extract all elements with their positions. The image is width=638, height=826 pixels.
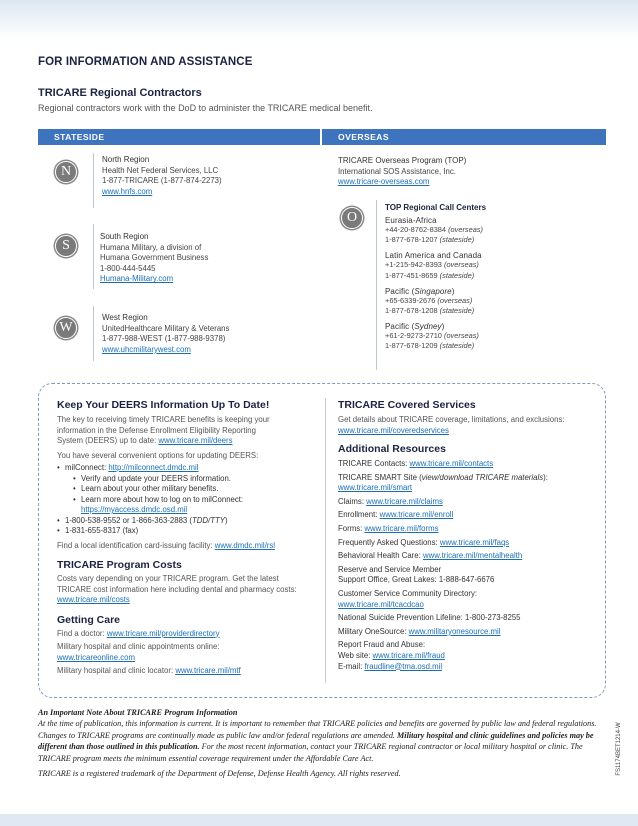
fraud-web-link[interactable]: www.tricare.mil/fraud: [372, 650, 445, 660]
covered-p1: Get details about TRICARE coverage, limitations, and exclusions:: [338, 415, 565, 424]
phone-close: ): [224, 515, 228, 525]
costs-link[interactable]: www.tricare.mil/costs: [57, 595, 130, 604]
care-l1: Find a doctor:: [57, 628, 107, 638]
latin-name: Latin America and Canada: [385, 251, 482, 261]
latin-n2: 1-877-451-8659: [385, 270, 438, 280]
doc-code: [612, 698, 622, 808]
smart-italic: view/download TRICARE materials: [421, 472, 544, 482]
logon-label: Learn more about how to log on to milConnect:: [81, 494, 244, 504]
north-l1: Health Net Federal Services, LLC: [102, 165, 219, 175]
top-link[interactable]: www.tricare-overseas.com: [338, 177, 430, 187]
costs-p2: TRICARE cost information here including dental and pharmacy costs:: [57, 584, 297, 594]
directory-label: Customer Service Community Directory:: [338, 588, 478, 598]
faq-link[interactable]: www.tricare.mil/faqs: [439, 537, 510, 547]
bottom-strip: [0, 814, 638, 826]
trademark: TRICARE is a registered trademark of the Department of Defense, Defense Health Agency. All rights reserved.: [38, 769, 401, 779]
phone-label: 1-800-538-9552 or 1-866-363-2883 (: [65, 515, 193, 525]
west-name: West Region: [102, 313, 148, 322]
onesource-label: Military OneSource:: [338, 626, 409, 636]
enroll-link[interactable]: www.tricare.mil/enroll: [379, 510, 454, 520]
call-centers: [385, 203, 486, 352]
smart-link[interactable]: www.tricare.mil/smart: [338, 483, 413, 493]
deers-options: [57, 463, 319, 537]
care-l3: Military hospital and clinic locator:: [57, 666, 176, 675]
singapore-s2: (stateside): [439, 306, 475, 316]
note-title: An Important Note About TRICARE Program Information: [38, 708, 238, 717]
list-item: [57, 463, 319, 516]
list-item: [73, 495, 319, 516]
north-l2: 1-877-TRICARE (1-877-874-2273): [102, 176, 222, 186]
care-l3-link[interactable]: www.tricare.mil/mtf: [175, 666, 241, 675]
west-region-block: [102, 313, 229, 355]
south-link[interactable]: Humana-Military.com: [100, 274, 174, 284]
suicide-phone: 1-800-273-8255: [465, 613, 521, 623]
list-item: [57, 516, 319, 527]
costs-title: TRICARE Program Costs: [57, 559, 182, 571]
fraud-email-label: E-mail:: [338, 661, 365, 671]
find-link[interactable]: www.dmdc.mil/rsl: [214, 540, 275, 550]
singapore-name-c: ): [451, 286, 455, 296]
doc-code-text: FS1174BET1214-W: [616, 722, 622, 776]
left-column: [57, 399, 319, 677]
sydney-name-a: Pacific (: [385, 322, 415, 332]
west-l1: UnitedHealthcare Military & Veterans: [102, 323, 230, 333]
sydney-name: [385, 322, 486, 331]
eurasia-n1: +44-20-8762-8384: [385, 225, 447, 234]
suicide-label: National Suicide Prevention Lifeline:: [338, 613, 465, 623]
west-l2: 1-877-988-WEST (1-877-988-9378): [102, 334, 226, 344]
deers-p3: System (DEERS) up to date:: [57, 436, 159, 445]
divider: [93, 306, 94, 361]
list-item: • Verify and update your DEERS information.: [73, 474, 319, 485]
latin-s1: (overseas): [443, 260, 479, 270]
eurasia-name: Eurasia-Africa: [385, 216, 437, 225]
sydney-name-c: ): [441, 322, 445, 332]
eurasia-s1: (overseas): [448, 225, 484, 234]
south-badge: S: [55, 235, 77, 257]
covered-title: TRICARE Covered Services: [338, 399, 476, 411]
singapore-s1: (overseas): [437, 295, 473, 305]
list-item: • Learn about your other military benefits.: [73, 484, 319, 495]
sydney-n1: +61-2-9273-2710: [385, 331, 442, 341]
singapore-name: [385, 287, 486, 296]
sydney-s2: (stateside): [439, 341, 475, 351]
list-item: • 1-831-655-8317 (fax): [57, 526, 319, 537]
stateside-bar: STATESIDE: [38, 129, 320, 145]
west-link[interactable]: www.uhcmilitarywest.com: [102, 344, 191, 354]
overseas-bar: OVERSEAS: [322, 129, 606, 145]
divider: [93, 224, 94, 289]
find-label: Find a local identification card-issuing facility:: [57, 540, 215, 550]
top-block: [338, 156, 466, 188]
fraud-email-link[interactable]: fraudline@tma.osd.mil: [364, 661, 443, 671]
south-name: South Region: [100, 232, 149, 241]
right-column: [338, 399, 600, 672]
forms-label: Forms:: [338, 523, 365, 533]
note-text-2: For the most recent information, contact your TRICARE regional contractor or local military hospital or clinic. The TRICARE program meets the minimum essential coverage requirement under the Affordable Care Act.: [38, 742, 583, 763]
claims-label: Claims:: [338, 496, 367, 506]
singapore-n1: +65-6339-2676: [385, 295, 436, 305]
info-box-divider: [325, 398, 326, 683]
covered-link[interactable]: www.tricare.mil/coveredservices: [338, 425, 449, 435]
fraud-label: Report Fraud and Abuse:: [338, 640, 426, 650]
faq-label: Frequently Asked Questions:: [338, 537, 440, 547]
contacts-link[interactable]: www.tricare.mil/contacts: [409, 459, 494, 468]
south-region-block: [100, 232, 208, 285]
reserve-label-2: Support Office, Great Lakes:: [338, 575, 439, 585]
deers-p1: The key to receiving timely TRICARE benefits is keeping your: [57, 415, 270, 424]
costs-p1: Costs vary depending on your TRICARE program. Get the latest: [57, 574, 279, 583]
top-gradient: [0, 0, 638, 40]
care-l2-link[interactable]: www.tricareonline.com: [57, 652, 135, 662]
divider: [376, 200, 377, 370]
reserve-label: Reserve and Service Member: [338, 564, 442, 574]
deers-p4: You have several convenient options for updating DEERS:: [57, 450, 259, 460]
singapore-name-b: Singapore: [414, 286, 452, 296]
deers-p2: information in the Defense Enrollment Eligibility Reporting: [57, 425, 256, 435]
behavioral-label: Behavioral Health Care:: [338, 551, 423, 561]
call-title: TOP Regional Call Centers: [385, 203, 487, 212]
reserve-phone: 1-888-647-6676: [438, 575, 495, 585]
behavioral-link[interactable]: www.tricare.mil/mentalhealth: [422, 551, 523, 561]
contacts-label: TRICARE Contacts:: [338, 459, 410, 468]
deers-link[interactable]: www.tricare.mil/deers: [158, 436, 233, 445]
enroll-label: Enrollment:: [338, 510, 380, 520]
west-badge: W: [55, 317, 77, 339]
claims-link[interactable]: www.tricare.mil/claims: [366, 496, 443, 506]
north-region-block: [102, 155, 222, 197]
latin-n1: +1-215-942-8393: [385, 260, 442, 270]
sydney-s1: (overseas): [443, 331, 479, 341]
onesource-link[interactable]: www.militaryonesource.mil: [408, 626, 501, 636]
sydney-name-b: Sydney: [414, 322, 442, 332]
divider: [93, 153, 94, 208]
singapore-name-a: Pacific (: [385, 286, 415, 296]
overseas-badge: O: [341, 207, 363, 229]
top-name: TRICARE Overseas Program (TOP): [338, 156, 467, 165]
note-bold: Military hospital and clinic guidelines and policies may be different than those outlined in this publication.: [38, 730, 594, 752]
sydney-n2: 1-877-678-1209: [385, 341, 438, 351]
eurasia-s2: (stateside): [439, 235, 475, 245]
south-l2: Humana Government Business: [100, 253, 209, 263]
forms-link[interactable]: www.tricare.mil/forms: [364, 523, 439, 533]
north-badge: N: [55, 161, 77, 183]
deers-title: Keep Your DEERS Information Up To Date!: [57, 399, 270, 411]
regional-desc: Regional contractors work with the DoD to administer the TRICARE medical benefit.: [38, 103, 373, 113]
directory-link[interactable]: www.tricare.mil/tcacdcao: [338, 599, 424, 609]
top-l1: International SOS Assistance, Inc.: [338, 166, 456, 176]
note-text-1: At the time of publication, this information is current. It is important to remember that TRICARE policies and benefits are governed by public law and federal regulations. Changes to TRICARE programs are continually made as public law and/or federal regulations are amended.: [38, 719, 597, 740]
fraud-web-label: Web site:: [338, 650, 373, 660]
smart-label: TRICARE SMART Site (: [338, 472, 422, 482]
resources-title: Additional Resources: [338, 443, 446, 455]
singapore-n2: 1-877-678-1208: [385, 306, 438, 316]
myaccess-link[interactable]: https://myaccess.dmdc.osd.mil: [81, 505, 188, 514]
latin-s2: (stateside): [439, 270, 475, 280]
south-l1: Humana Military, a division of: [100, 242, 202, 252]
north-name: North Region: [102, 155, 150, 164]
care-l2: Military hospital and clinic appointments online:: [57, 642, 220, 651]
south-l3: 1-800-444-5445: [100, 263, 156, 273]
eurasia-n2: 1-877-678-1207: [385, 235, 438, 245]
tdd-label: TDD/TTY: [192, 515, 225, 525]
regional-title: TRICARE Regional Contractors: [38, 87, 202, 99]
page-title: FOR INFORMATION AND ASSISTANCE: [38, 56, 253, 68]
program-note: [38, 707, 600, 779]
milconnect-label: milConnect:: [65, 463, 109, 472]
care-l1-link[interactable]: www.tricare.mil/providerdirectory: [106, 628, 220, 638]
north-link[interactable]: www.hnfs.com: [102, 186, 153, 196]
milconnect-link[interactable]: http://milconnect.dmdc.mil: [108, 463, 199, 472]
care-title: Getting Care: [57, 613, 121, 626]
smart-close: ):: [543, 472, 548, 482]
